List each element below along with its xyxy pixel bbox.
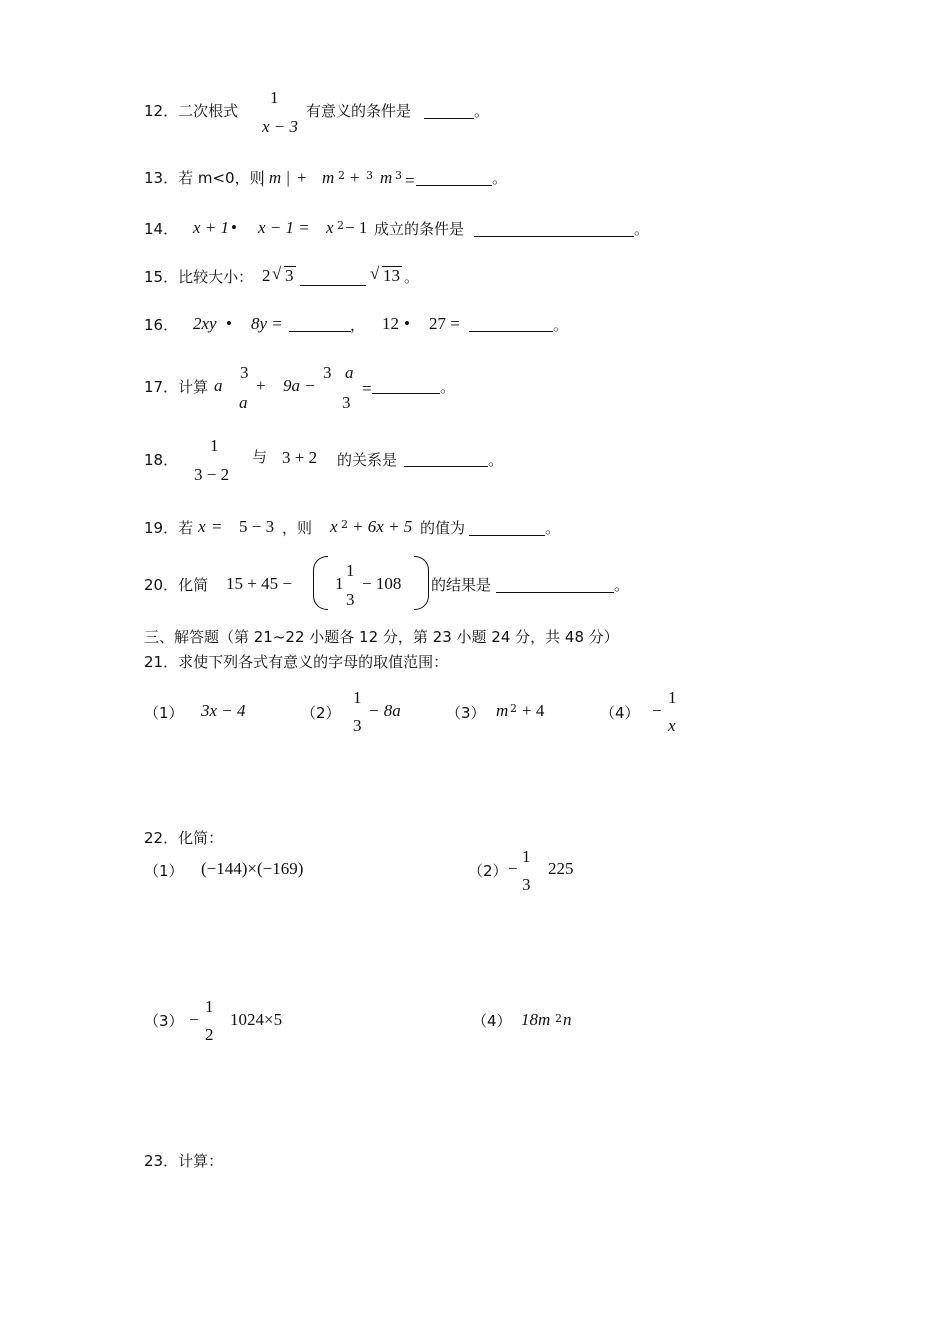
q17-frac1-den: a (239, 393, 248, 412)
q20-answer-blank[interactable] (496, 592, 614, 593)
q14-dot: • (231, 218, 237, 237)
q22-p4-sup: 2 (555, 1012, 562, 1025)
q23-title: 23．计算： (144, 1152, 224, 1170)
q14-tail: − 1 (345, 218, 368, 237)
q13-sup2: 2 (338, 169, 345, 182)
q20-end: 。 (614, 576, 630, 594)
q19-eq: = (212, 517, 222, 536)
q12-answer-blank[interactable] (424, 118, 474, 119)
q17-frac1-num: 3 (240, 363, 249, 382)
q18-mid: 与 (252, 448, 268, 466)
q16-label: 16． (144, 316, 179, 334)
q17-answer-blank[interactable] (372, 393, 440, 394)
q19-val: 5 − 3 (239, 517, 275, 536)
q19-text: 的值为 (420, 519, 466, 537)
q16-answer-blank-1[interactable] (289, 331, 351, 332)
q21-p1-label: （1） (144, 704, 184, 722)
q21-p4-den: x (668, 716, 676, 735)
q22-p2-val: 225 (548, 859, 574, 878)
q22-p2-label: （2） (468, 862, 508, 880)
q13-end: 。 (492, 169, 508, 187)
q15-a: 2 (262, 266, 271, 285)
q20-right-paren (414, 556, 429, 610)
q22-title: 22．化简： (144, 829, 224, 847)
q16-dot1: • (226, 314, 232, 333)
q22-p3-val: 1024×5 (230, 1010, 283, 1029)
q19-x: x (198, 517, 206, 536)
q13-m2: m (322, 168, 335, 187)
q20-inner-num: 1 (346, 561, 355, 580)
q21-p2-den: 3 (353, 716, 362, 735)
q16-end: 。 (553, 316, 569, 334)
q19-end: 。 (545, 519, 561, 537)
q20-inner-whole: 1 (335, 574, 344, 593)
q17-frac2-den: 3 (342, 393, 351, 412)
q13-plus3: + (350, 168, 360, 187)
q22-p4-n: n (563, 1010, 572, 1029)
q13-m3: m (380, 168, 393, 187)
q20-text: 的结果是 (431, 576, 492, 594)
q18-frac-den: 3 − 2 (194, 465, 230, 484)
q22-p3-num: 1 (205, 997, 214, 1016)
q17-label: 17．计算 (144, 378, 209, 396)
section3-title: 三、解答题（第 21~22 小题各 12 分，第 23 小题 24 分，共 48 分） (144, 628, 619, 646)
q22-p2-sign: − (508, 859, 518, 878)
q13-eq: = (405, 171, 415, 190)
q15-root-sign: √ (272, 264, 282, 283)
q14-end: 。 (634, 220, 650, 238)
q17-end: 。 (440, 378, 456, 396)
q18-label: 18． (144, 451, 179, 469)
q14-x: x (326, 218, 334, 237)
q13-label: 13．若 m<0，则 (144, 169, 265, 187)
q21-p3-sup: 2 (510, 702, 517, 715)
q15-root-sign-2: √ (370, 264, 380, 283)
q18-frac-num: 1 (210, 436, 219, 455)
q12-end: 。 (474, 102, 490, 120)
q14-text: 成立的条件是 (374, 220, 465, 238)
q20-left-paren (313, 556, 328, 610)
q21-p3-label: （3） (446, 704, 486, 722)
q16-expr3: 12 (382, 314, 399, 333)
q14-label: 14． (144, 220, 179, 238)
q12-frac-num: 1 (270, 88, 279, 107)
q12-frac-den: x − 3 (262, 117, 299, 136)
q17-plus: + (256, 376, 266, 395)
q14-answer-blank[interactable] (474, 236, 634, 237)
q17-mid: 9a − (283, 376, 316, 395)
q12-label: 12．二次根式 (144, 102, 239, 120)
q13-cube-index: 3 (366, 169, 373, 182)
q13-abs: | m | (260, 168, 291, 187)
q14-sup: 2 (337, 219, 344, 232)
q21-p4-sign: − (652, 701, 662, 720)
q21-p4-num: 1 (668, 688, 677, 707)
q22-p4-val: 18m (521, 1010, 551, 1029)
q21-p1-expr: 3x − 4 (201, 701, 246, 720)
q19-answer-blank[interactable] (469, 535, 545, 536)
q13-sup3: 3 (395, 169, 402, 182)
q22-p4-label: （4） (472, 1012, 512, 1030)
q22-p2-den: 3 (522, 875, 531, 894)
q22-p2-num: 1 (522, 847, 531, 866)
q20-expr: 15 + 45 − (226, 574, 292, 593)
q15-a-radicand: 3 (285, 266, 294, 285)
q22-p3-label: （3） (144, 1012, 184, 1030)
q18-answer-blank[interactable] (404, 466, 488, 467)
q13-plus: + (297, 168, 307, 187)
q19-label: 19．若 (144, 519, 194, 537)
q12-text: 有意义的条件是 (306, 102, 412, 120)
q21-p2-num: 1 (353, 688, 362, 707)
q20-label: 20．化简 (144, 576, 209, 594)
q15-b-radicand: 13 (383, 266, 400, 285)
q19-x2: x (330, 517, 338, 536)
q18-expr: 3 + 2 (282, 448, 318, 467)
q21-p2-label: （2） (301, 704, 341, 722)
q19-then: ，则 (282, 519, 313, 537)
q16-dot2: • (404, 314, 410, 333)
q13-answer-blank[interactable] (416, 185, 492, 186)
q16-expr1: 2xy (193, 314, 217, 333)
q20-inner-den: 3 (346, 590, 355, 609)
q22-p1-label: （1） (144, 862, 184, 880)
q17-coef: 3 (323, 363, 332, 382)
q21-p3-m: m (496, 701, 509, 720)
q19-sup: 2 (341, 518, 348, 531)
q16-expr2: 8y = (251, 314, 283, 333)
q18-end: 。 (488, 451, 504, 469)
q19-tail: + 6x + 5 (352, 517, 413, 536)
q21-p3-tail: + 4 (522, 701, 545, 720)
q17-a: a (214, 376, 223, 395)
q17-frac2-num: a (345, 363, 354, 382)
q14-expr1: x + 1 (193, 218, 230, 237)
q17-eq: = (362, 379, 372, 398)
q22-p3-den: 2 (205, 1025, 214, 1044)
q18-text: 的关系是 (337, 451, 398, 469)
q15-end: 。 (404, 268, 420, 286)
q21-p4-label: （4） (600, 704, 640, 722)
q22-p3-sign: − (189, 1010, 199, 1029)
q20-inner-rest: − 108 (362, 574, 402, 593)
q16-comma: ， (350, 316, 366, 334)
q21-p2-tail: − 8a (368, 701, 401, 720)
q16-answer-blank-2[interactable] (469, 331, 553, 332)
q14-expr2: x − 1 = (258, 218, 310, 237)
q22-p1-expr: (−144)×(−169) (201, 859, 304, 878)
q16-expr4: 27 = (429, 314, 460, 333)
q15-answer-blank[interactable] (300, 285, 366, 286)
q15-label: 15．比较大小： (144, 268, 254, 286)
q21-title: 21．求使下列各式有意义的字母的取值范围： (144, 653, 449, 671)
